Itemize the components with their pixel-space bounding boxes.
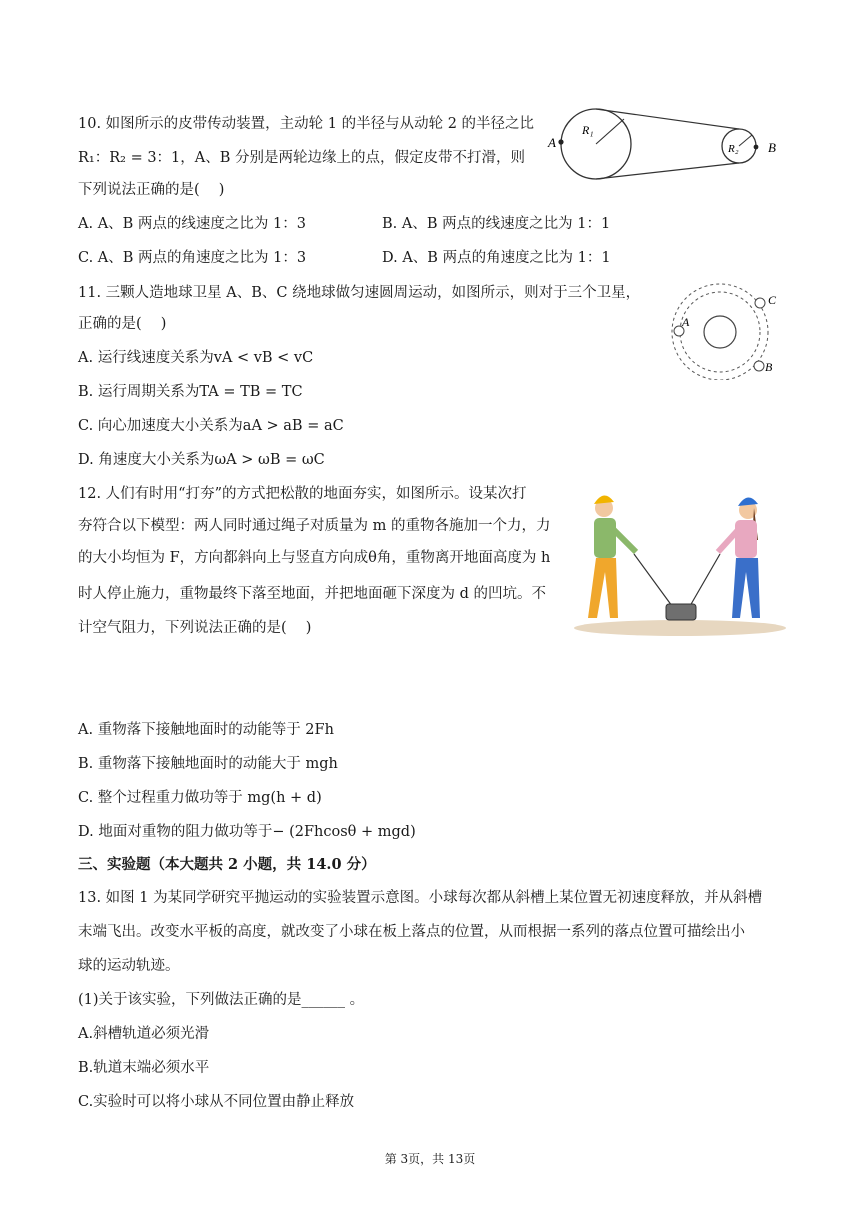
- radius-r1-line: [596, 119, 624, 144]
- q12-line3: 的大小均恒为 F，方向都斜向上与竖直方向成θ角，重物离开地面高度为 h: [78, 550, 551, 566]
- q12-option-d: D. 地面对重物的阻力做功等于− (2Fhcosθ + mgd): [78, 824, 416, 840]
- radius-r2-line: [739, 135, 752, 146]
- q12-line1: 12. 人们有时用“打夯”的方式把松散的地面夯实，如图所示。设某次打: [78, 486, 527, 502]
- q13-line3: 球的运动轨迹。: [78, 958, 180, 974]
- rope-left: [634, 554, 672, 606]
- label-a: A: [548, 135, 556, 150]
- q12-option-b: B. 重物落下接触地面时的动能大于 mgh: [78, 756, 338, 772]
- q11-line1: 11. 三颗人造地球卫星 A、B、C 绕地球做匀速圆周运动，如图所示，则对于三个卫星，: [78, 285, 641, 301]
- point-a-dot: [558, 139, 563, 144]
- q13-sub1: (1)关于该实验，下列做法正确的是______ 。: [78, 992, 365, 1008]
- q12-line5: 计空气阻力，下列说法正确的是( ): [78, 620, 312, 636]
- label-sat-a: A: [682, 315, 690, 329]
- inner-orbit: [680, 292, 760, 372]
- satellite-c: [755, 298, 765, 308]
- q13-option-c: C.实验时可以将小球从不同位置由静止释放: [78, 1094, 355, 1110]
- q11-option-c: C. 向心加速度大小关系为aA > aB = aC: [78, 418, 344, 434]
- label-b: B: [768, 140, 776, 155]
- q11-option-a: A. 运行线速度关系为vA < vB < vC: [78, 350, 314, 366]
- q12-line2: 夯符合以下模型：两人同时通过绳子对质量为 m 的重物各施加一个力，力: [78, 518, 551, 534]
- q10-option-b: B. A、B 两点的线速度之比为 1：1: [382, 216, 611, 232]
- belt-top: [596, 109, 739, 129]
- earth: [704, 316, 736, 348]
- label-r2: R₂: [728, 143, 739, 155]
- worker-right-legs: [732, 558, 760, 618]
- q12-option-c: C. 整个过程重力做功等于 mg(h + d): [78, 790, 322, 806]
- worker-left-legs: [588, 558, 618, 618]
- q13-line1: 13. 如图 1 为某同学研究平抛运动的实验装置示意图。小球每次都从斜槽上某位置无初速度释放，并从斜槽: [78, 890, 763, 906]
- q11-line2: 正确的是( ): [78, 316, 167, 332]
- worker-left-shirt: [594, 518, 616, 558]
- ground: [574, 620, 786, 636]
- q10-line1: 10. 如图所示的皮带传动装置，主动轮 1 的半径与从动轮 2 的半径之比: [78, 116, 535, 132]
- label-sat-b: B: [765, 360, 773, 374]
- weight-block: [666, 604, 696, 620]
- section3-title: 三、实验题（本大题共 2 小题，共 14.0 分）: [78, 856, 376, 873]
- q12-line4: 时人停止施力，重物最终下落至地面，并把地面砸下深度为 d 的凹坑。不: [78, 586, 546, 602]
- satellite-b: [754, 361, 764, 371]
- worker-right-shirt: [735, 520, 757, 558]
- page-footer: 第 3页，共 13页: [384, 1152, 476, 1166]
- q11-option-d: D. 角速度大小关系为ωA > ωB = ωC: [78, 452, 325, 468]
- q13-line2: 末端飞出。改变水平板的高度，就改变了小球在板上落点的位置，从而根据一系列的落点位置可描绘出小: [78, 924, 745, 940]
- satellite-orbits-figure: [660, 280, 785, 380]
- q10-option-c: C. A、B 两点的角速度之比为 1：3: [78, 250, 307, 266]
- q12-option-a: A. 重物落下接触地面时的动能等于 2Fh: [78, 722, 334, 738]
- label-sat-c: C: [768, 293, 777, 307]
- label-r1: R₁: [582, 123, 594, 137]
- q10-line3: 下列说法正确的是( ): [78, 182, 225, 198]
- q10-option-a: A. A、B 两点的线速度之比为 1：3: [78, 216, 306, 232]
- q11-option-b: B. 运行周期关系为TA = TB = TC: [78, 384, 303, 400]
- q13-option-b: B.轨道末端必须水平: [78, 1060, 210, 1076]
- tamping-illustration: [572, 480, 788, 640]
- q10-option-d: D. A、B 两点的角速度之比为 1：1: [382, 250, 611, 266]
- point-b-dot: [754, 145, 759, 150]
- rope-right: [690, 554, 720, 606]
- q10-line2: R₁：R₂ = 3：1，A、B 分别是两轮边缘上的点，假定皮带不打滑，则: [78, 150, 526, 166]
- belt-drive-figure: [544, 104, 789, 188]
- q13-option-a: A.斜槽轨道必须光滑: [78, 1026, 210, 1042]
